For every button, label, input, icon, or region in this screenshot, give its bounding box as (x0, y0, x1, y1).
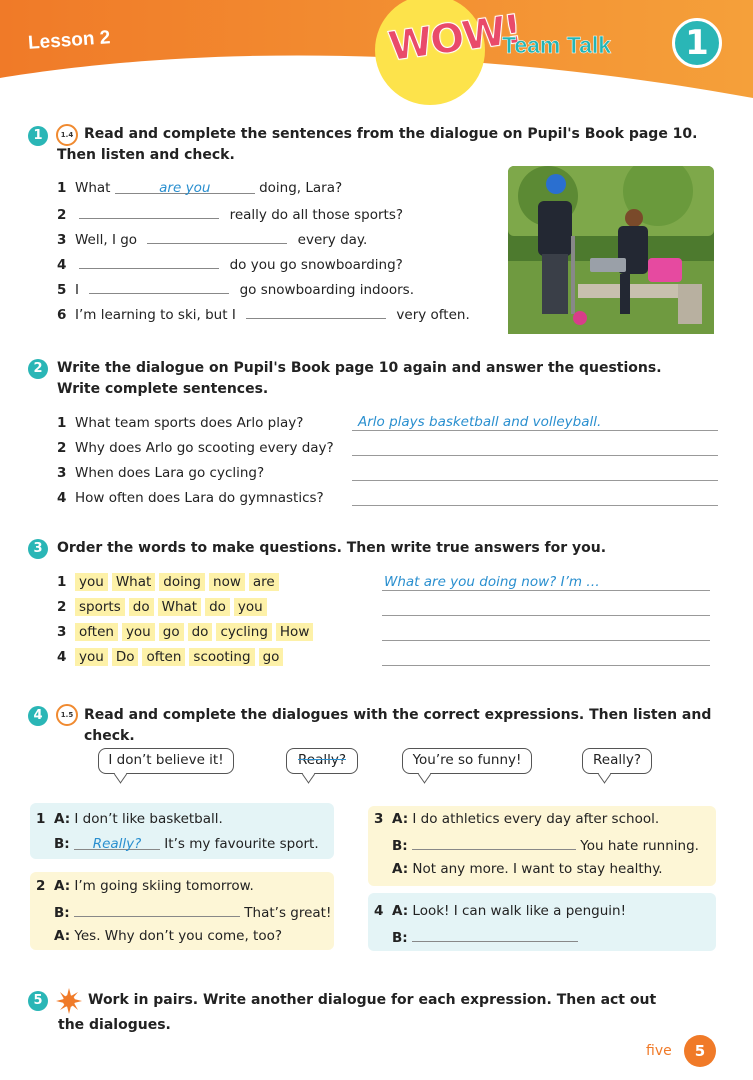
sentence-row: 6 I’m learning to ski, but I very often. (57, 307, 470, 323)
expression-bubble: I don’t believe it! (98, 748, 234, 774)
exercise-title-line2: Write complete sentences. (57, 381, 269, 397)
sentence-row: 3 Well, I go every day. (57, 232, 368, 248)
dialogue-line: 3 A: I do athletics every day after school. (374, 811, 660, 827)
dialogue-line: A: Yes. Why don’t you come, too? (54, 928, 283, 944)
answer-blank[interactable] (246, 305, 386, 319)
answer-blank[interactable] (89, 280, 229, 294)
exercise-number: 4 (28, 706, 48, 726)
expression-bubble-used: Really? (286, 748, 358, 774)
exercise-title: Write the dialogue on Pupil's Book page 10 again and answer the questions. (57, 360, 662, 376)
answer-blank[interactable] (79, 255, 219, 269)
word-row: 3 often you go do cycling How (57, 623, 317, 641)
header-banner (0, 0, 753, 110)
question-row: 4 How often does Lara do gymnastics? (57, 490, 324, 506)
unit-number-badge: 1 (672, 18, 722, 68)
answer-text: Arlo plays basketball and volleyball. (358, 414, 602, 430)
dialogue-line: B: That’s great! (54, 905, 332, 921)
answer-line[interactable] (352, 480, 718, 481)
question-row: 3 When does Lara go cycling? (57, 465, 265, 481)
answer-blank[interactable] (147, 230, 287, 244)
question-row: 1 What team sports does Arlo play? (57, 415, 304, 431)
word-row: 2 sports do What do you (57, 598, 271, 616)
dialogue-photo (508, 166, 714, 334)
exercise-title-line2: the dialogues. (58, 1017, 171, 1033)
page-word: five (646, 1043, 672, 1059)
dialogue-line: 2 A: I’m going skiing tomorrow. (36, 878, 254, 894)
answer-blank[interactable]: are you (115, 180, 255, 194)
exercise-number: 3 (28, 539, 48, 559)
sentence-row: 1 What are you doing, Lara? (57, 180, 343, 196)
answer-blank[interactable] (412, 836, 576, 850)
sentence-row: 5 I go snowboarding indoors. (57, 282, 415, 298)
dialogue-line: B: You hate running. (392, 838, 699, 854)
exercise-title-line2: Then listen and check. (57, 147, 235, 163)
pair-work-icon (56, 988, 82, 1014)
answer-blank[interactable]: Really? (74, 836, 160, 850)
question-row: 2 Why does Arlo go scooting every day? (57, 440, 334, 456)
exercise-title: Work in pairs. Write another dialogue for each expression. Then act out (88, 992, 657, 1008)
expression-bubble: You’re so funny! (402, 748, 532, 774)
exercise-number: 1 (28, 126, 48, 146)
sentence-row: 2 really do all those sports? (57, 207, 404, 223)
word-row: 4 you Do often scooting go (57, 648, 287, 666)
answer-blank[interactable] (74, 903, 240, 917)
audio-track-icon[interactable]: 1.5 (56, 704, 78, 726)
exercise-title: Read and complete the dialogues with the correct expressions. Then listen and check. (84, 707, 712, 744)
page-number: 5 (684, 1035, 716, 1067)
answer-line[interactable] (352, 505, 718, 506)
answer-text: What are you doing now? I’m … (384, 574, 600, 590)
word-row: 1 you What doing now are (57, 573, 283, 591)
dialogue-line: 4 A: Look! I can walk like a penguin! (374, 903, 626, 919)
dialogue-line: B: Really? It’s my favourite sport. (54, 836, 319, 852)
sentence-row: 4 do you go snowboarding? (57, 257, 403, 273)
section-title: Team Talk (502, 32, 612, 58)
exercise-title: Order the words to make questions. Then write true answers for you. (57, 540, 607, 556)
answer-line[interactable] (382, 590, 710, 591)
answer-blank[interactable] (412, 928, 578, 942)
answer-line[interactable] (382, 615, 710, 616)
answer-blank[interactable] (79, 205, 219, 219)
dialogue-line: A: Not any more. I want to stay healthy. (392, 861, 663, 877)
answer-line[interactable] (352, 430, 718, 431)
exercise-title: Read and complete the sentences from the dialogue on Pupil's Book page 10. (84, 126, 698, 142)
wow-logo: WOW! (385, 6, 524, 71)
answer-line[interactable] (352, 455, 718, 456)
exercise-number: 5 (28, 991, 48, 1011)
answer-line[interactable] (382, 665, 710, 666)
lesson-label: Lesson 2 (27, 27, 111, 54)
dialogue-line: B: (392, 928, 578, 946)
exercise-number: 2 (28, 359, 48, 379)
expression-bubble: Really? (582, 748, 652, 774)
dialogue-line: 1 A: I don’t like basketball. (36, 811, 223, 827)
audio-track-icon[interactable]: 1.4 (56, 124, 78, 146)
answer-line[interactable] (382, 640, 710, 641)
